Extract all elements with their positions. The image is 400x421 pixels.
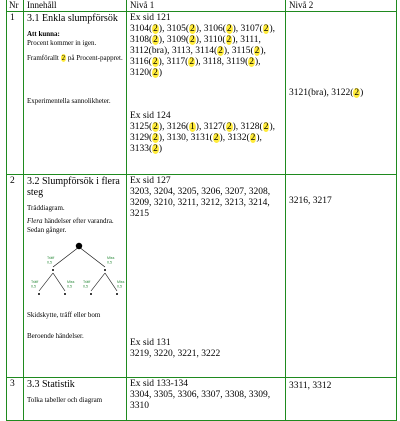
tree-label: Miss: [67, 280, 75, 284]
tree-diagram-label: Träddiagram.: [27, 204, 65, 212]
note-text: Framförallt 2 på Procent-pappret.: [27, 54, 123, 62]
exercise-list: 3203, 3204, 3205, 3206, 3207, 3208, 3209, 3210, 3211, 3212, 3213, 3214, 3215: [130, 187, 271, 219]
level-1-cell: [127, 378, 286, 421]
exercise-item: 3112(bra),: [130, 46, 172, 56]
exercise-list: 3311, 3312: [289, 381, 332, 391]
tree-label: Miss: [107, 256, 115, 260]
sub-text: Flera händelser efter varandra. Sedan gånger.: [27, 217, 114, 234]
tree-probability: 0,5: [83, 284, 88, 289]
level-1-cell: [127, 175, 286, 378]
exercise-item: 3130,: [166, 133, 191, 143]
table-row: [7, 12, 397, 175]
exercise-item: 3126(1),: [166, 122, 204, 132]
exercise-item: 3104(2),: [130, 24, 167, 34]
row-number: 3: [7, 378, 24, 421]
exercise-item: 3105(2),: [166, 24, 204, 34]
exercise-item: 3116(2),: [130, 57, 167, 67]
sub-text: Beroende händelser.: [27, 332, 84, 340]
row-number: 2: [7, 175, 24, 378]
header-nr: Nr: [7, 0, 24, 12]
exercise-item: 3109(2),: [166, 35, 204, 45]
exercise-item: 3110(2),: [203, 35, 241, 45]
exercise-list: 3216, 3217: [289, 196, 332, 206]
exercise-list: [130, 24, 282, 79]
example-title: Ex sid 124: [130, 111, 171, 121]
exercise-list: 3219, 3220, 3221, 3222: [130, 349, 221, 359]
example-title: Ex sid 133-134: [130, 379, 189, 389]
tree-root: [76, 243, 82, 249]
exercise-item: 3117(2),: [166, 57, 203, 67]
level-2-cell: [286, 378, 397, 421]
tree-label: Träff: [83, 280, 91, 284]
level-1-cell: [127, 12, 286, 175]
section-title: 3.3 Statistik: [27, 379, 75, 390]
tree-probability: 0,5: [47, 260, 52, 265]
exercise-item: 3114(2),: [195, 46, 232, 56]
row-number: 1: [7, 12, 24, 175]
exercise-list: [130, 122, 282, 155]
tree-probability: 0,5: [67, 284, 72, 289]
exercise-item: 3107(2),: [240, 24, 275, 34]
exercise-item: 3128(2),: [240, 122, 275, 132]
goal-text: Procent kommer in igen.: [27, 39, 97, 47]
tree-probability: 0,5: [117, 284, 122, 289]
exercise-table: [6, 0, 397, 421]
row-content: [24, 175, 127, 378]
tree-label: Träff: [47, 256, 55, 260]
exercise-item: 3120(2): [130, 68, 163, 78]
att-kunna-label: Att kunna:: [27, 30, 60, 38]
exercise-item: 3113,: [171, 46, 196, 56]
table-header-row: [7, 0, 397, 12]
tree-probability: 0,5: [107, 260, 112, 265]
header-level-1: Nivå 1: [127, 0, 286, 12]
sub-text: Tolka tabeller och diagram: [27, 396, 103, 404]
tree-label: Träff: [31, 280, 39, 284]
example-title: Ex sid 131: [130, 338, 171, 348]
exercise-item: 3127(2),: [203, 122, 241, 132]
exercise-item: 3122(2): [331, 88, 364, 98]
section-title: 3.1 Enkla slumpförsök: [27, 13, 118, 24]
exercise-item: 3132(2),: [227, 133, 262, 143]
tree-probability: 0,5: [31, 284, 36, 289]
exercise-list: [289, 88, 393, 99]
sub-text: Skidskytte, träff eller bom: [27, 311, 101, 319]
row-content: [24, 12, 127, 175]
level-2-cell: [286, 12, 397, 175]
header-level-2: Nivå 2: [286, 0, 397, 12]
exercise-item: 3129(2),: [130, 133, 167, 143]
extra-text: Experimentella sannolikheter.: [27, 97, 111, 105]
table-row: [7, 175, 397, 378]
example-title: Ex sid 127: [130, 176, 171, 186]
exercise-item: 3115(2),: [231, 46, 266, 56]
example-title: Ex sid 121: [130, 13, 171, 23]
table-row: [7, 378, 397, 421]
exercise-item: 3118,: [203, 57, 227, 67]
tree-label: Miss: [117, 280, 125, 284]
exercise-item: 3121(bra),: [289, 88, 332, 98]
row-content: [24, 378, 127, 421]
exercise-item: 3108(2),: [130, 35, 167, 45]
section-title: 3.2 Slumpförsök i flera steg: [27, 176, 120, 198]
exercise-item: 3111,: [240, 35, 261, 45]
exercise-item: 3119(2),: [226, 57, 261, 67]
exercise-item: 3133(2): [130, 144, 163, 154]
level-2-cell: [286, 175, 397, 378]
tree-diagram: [27, 241, 123, 307]
exercise-item: 3106(2),: [203, 24, 241, 34]
header-content: Innehåll: [24, 0, 127, 12]
exercise-item: 3131(2),: [190, 133, 228, 143]
exercise-item: 3125(2),: [130, 122, 167, 132]
exercise-list: 3304, 3305, 3306, 3307, 3308, 3309, 3310: [130, 390, 271, 411]
